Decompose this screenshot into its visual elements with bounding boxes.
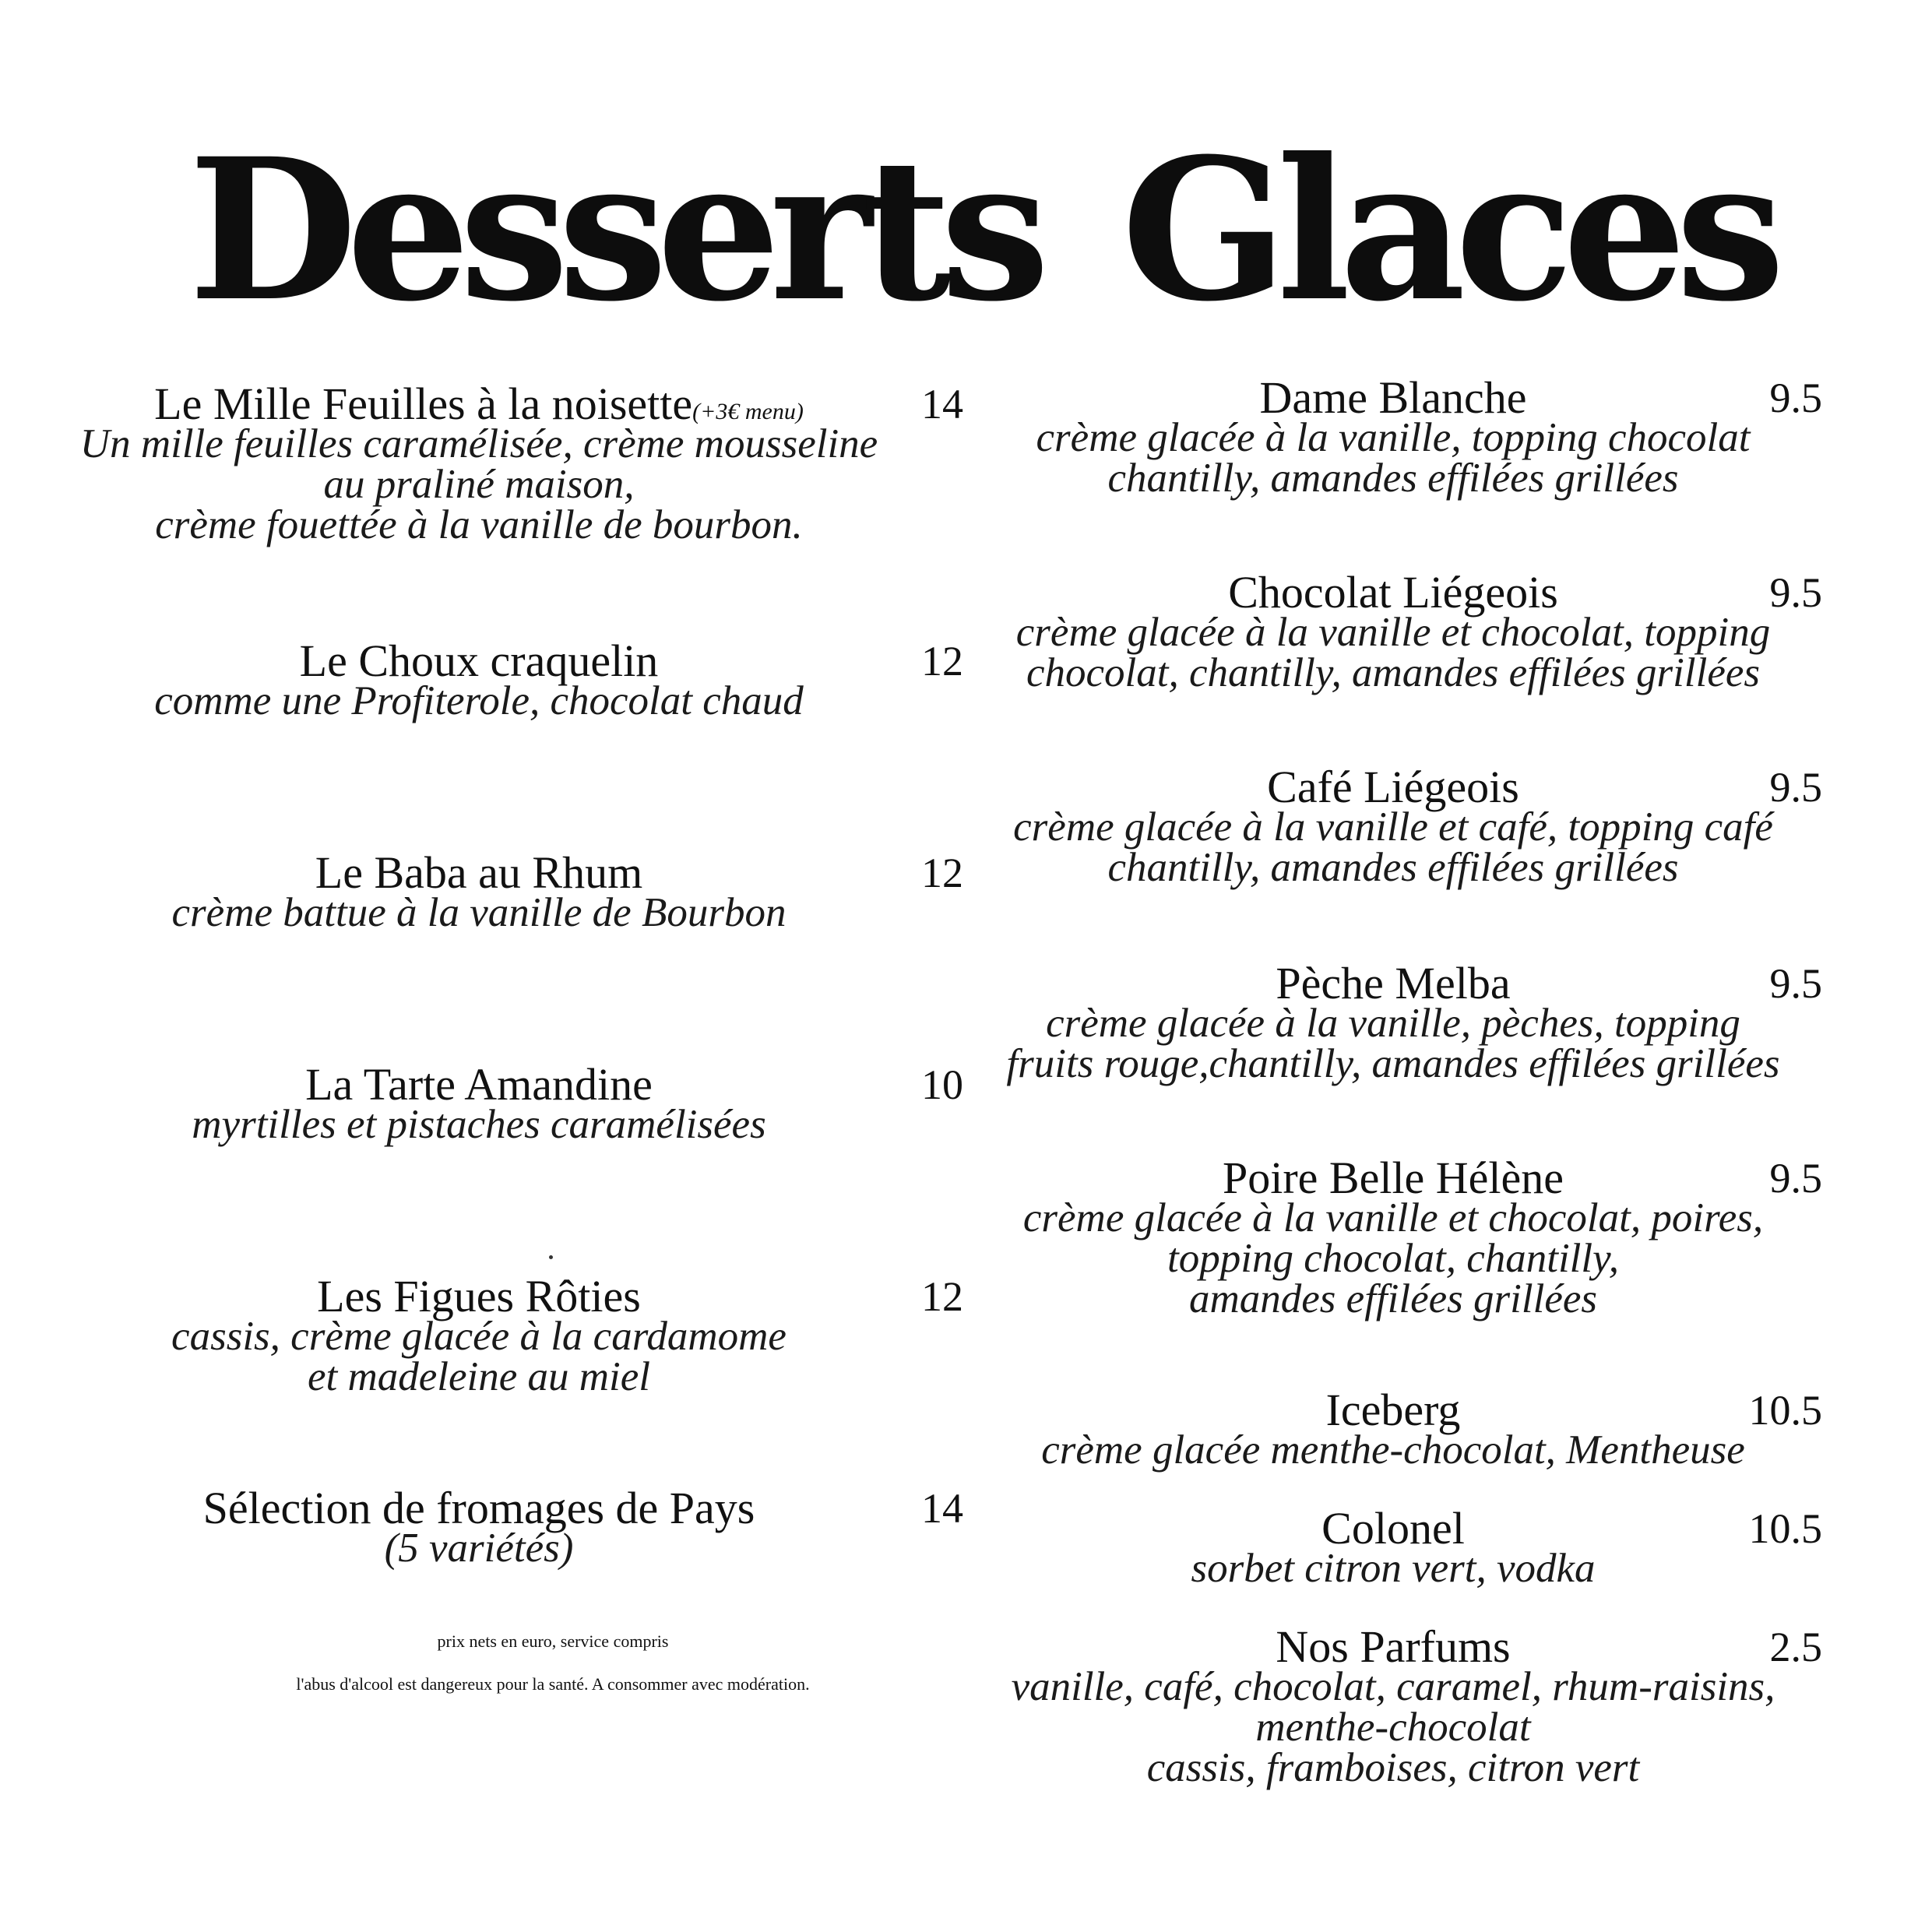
dessert-description: (5 variétés) [384,1526,574,1571]
dessert-price: 10 [921,1061,963,1108]
glace-name: Colonel [1321,1503,1465,1554]
dessert-description: crème battue à la vanille de Bourbon [171,890,787,935]
dessert-description: myrtilles et pistaches caramélisées [192,1102,766,1147]
dessert-price: 12 [921,1273,963,1320]
glace-description: crème glacée à la vanille, topping chocolat chantilly, amandes effilées grillées [1036,415,1751,501]
glace-price: 9.5 [1769,764,1822,811]
glace-price: 9.5 [1769,1155,1822,1202]
dessert-name: Le Mille Feuilles à la noisette(+3€ menu) [154,378,804,429]
dessert-name: Sélection de fromages de Pays [202,1483,755,1533]
dessert-price: 12 [921,638,963,684]
glace-name: Dame Blanche [1259,372,1527,423]
dessert-description: comme une Profiterole, chocolat chaud [154,678,804,723]
dessert-description: Un mille feuilles caramélisée, crème mousseline au praliné maison, crème fouettée à la vanille de bourbon. [79,421,878,547]
dessert-description: cassis, crème glacée à la cardamome et madeleine au miel [171,1314,787,1399]
glace-description: sorbet citron vert, vodka [1191,1546,1596,1591]
menu-supplement-note: (+3€ menu) [692,399,804,424]
glace-description: crème glacée à la vanille et chocolat, topping chocolat, chantilly, amandes effilées grillées [1015,610,1771,695]
glace-description: crème glacée menthe-chocolat, Mentheuse [1041,1427,1745,1473]
glace-name: Café Liégeois [1267,762,1519,812]
dessert-price: 14 [921,1485,963,1532]
price-footnote: prix nets en euro, service compris [437,1631,669,1651]
glace-name: Pèche Melba [1276,958,1511,1008]
glace-price: 10.5 [1748,1505,1822,1552]
dessert-name: Les Figues Rôties [317,1271,641,1321]
glace-price: 9.5 [1769,569,1822,616]
glace-price: 10.5 [1748,1387,1822,1434]
dessert-price: 12 [921,850,963,896]
glace-description: crème glacée à la vanille et chocolat, poires, topping chocolat, chantilly, amandes effilées grillées [1022,1195,1764,1321]
dessert-price: 14 [921,381,963,428]
glace-description: vanille, café, chocolat, caramel, rhum-raisins, menthe-chocolat cassis, framboises, citron vert [1011,1664,1775,1790]
dessert-name: La Tarte Amandine [305,1059,653,1110]
glace-name: Poire Belle Hélène [1222,1153,1564,1203]
glace-name: Iceberg [1325,1385,1461,1435]
glace-description: crème glacée à la vanille, pèches, topping fruits rouge,chantilly, amandes effilées grillées [1006,1001,1780,1086]
dessert-name: Le Baba au Rhum [315,847,643,898]
alcohol-warning: l'abus d'alcool est dangereux pour la santé. A consommer avec modération. [296,1674,810,1694]
glace-price: 9.5 [1769,375,1822,421]
glace-description: crème glacée à la vanille et café, topping café chantilly, amandes effilées grillées [1013,804,1773,890]
glace-name: Chocolat Liégeois [1228,567,1558,618]
decorative-dot [549,1255,553,1259]
glaces-heading: Glaces [1121,115,1775,344]
glace-name: Nos Parfums [1276,1621,1511,1672]
glace-price: 9.5 [1769,960,1822,1007]
dessert-name: Le Choux craquelin [299,635,659,686]
glace-price: 2.5 [1769,1624,1822,1670]
desserts-heading: Desserts [188,115,1040,344]
